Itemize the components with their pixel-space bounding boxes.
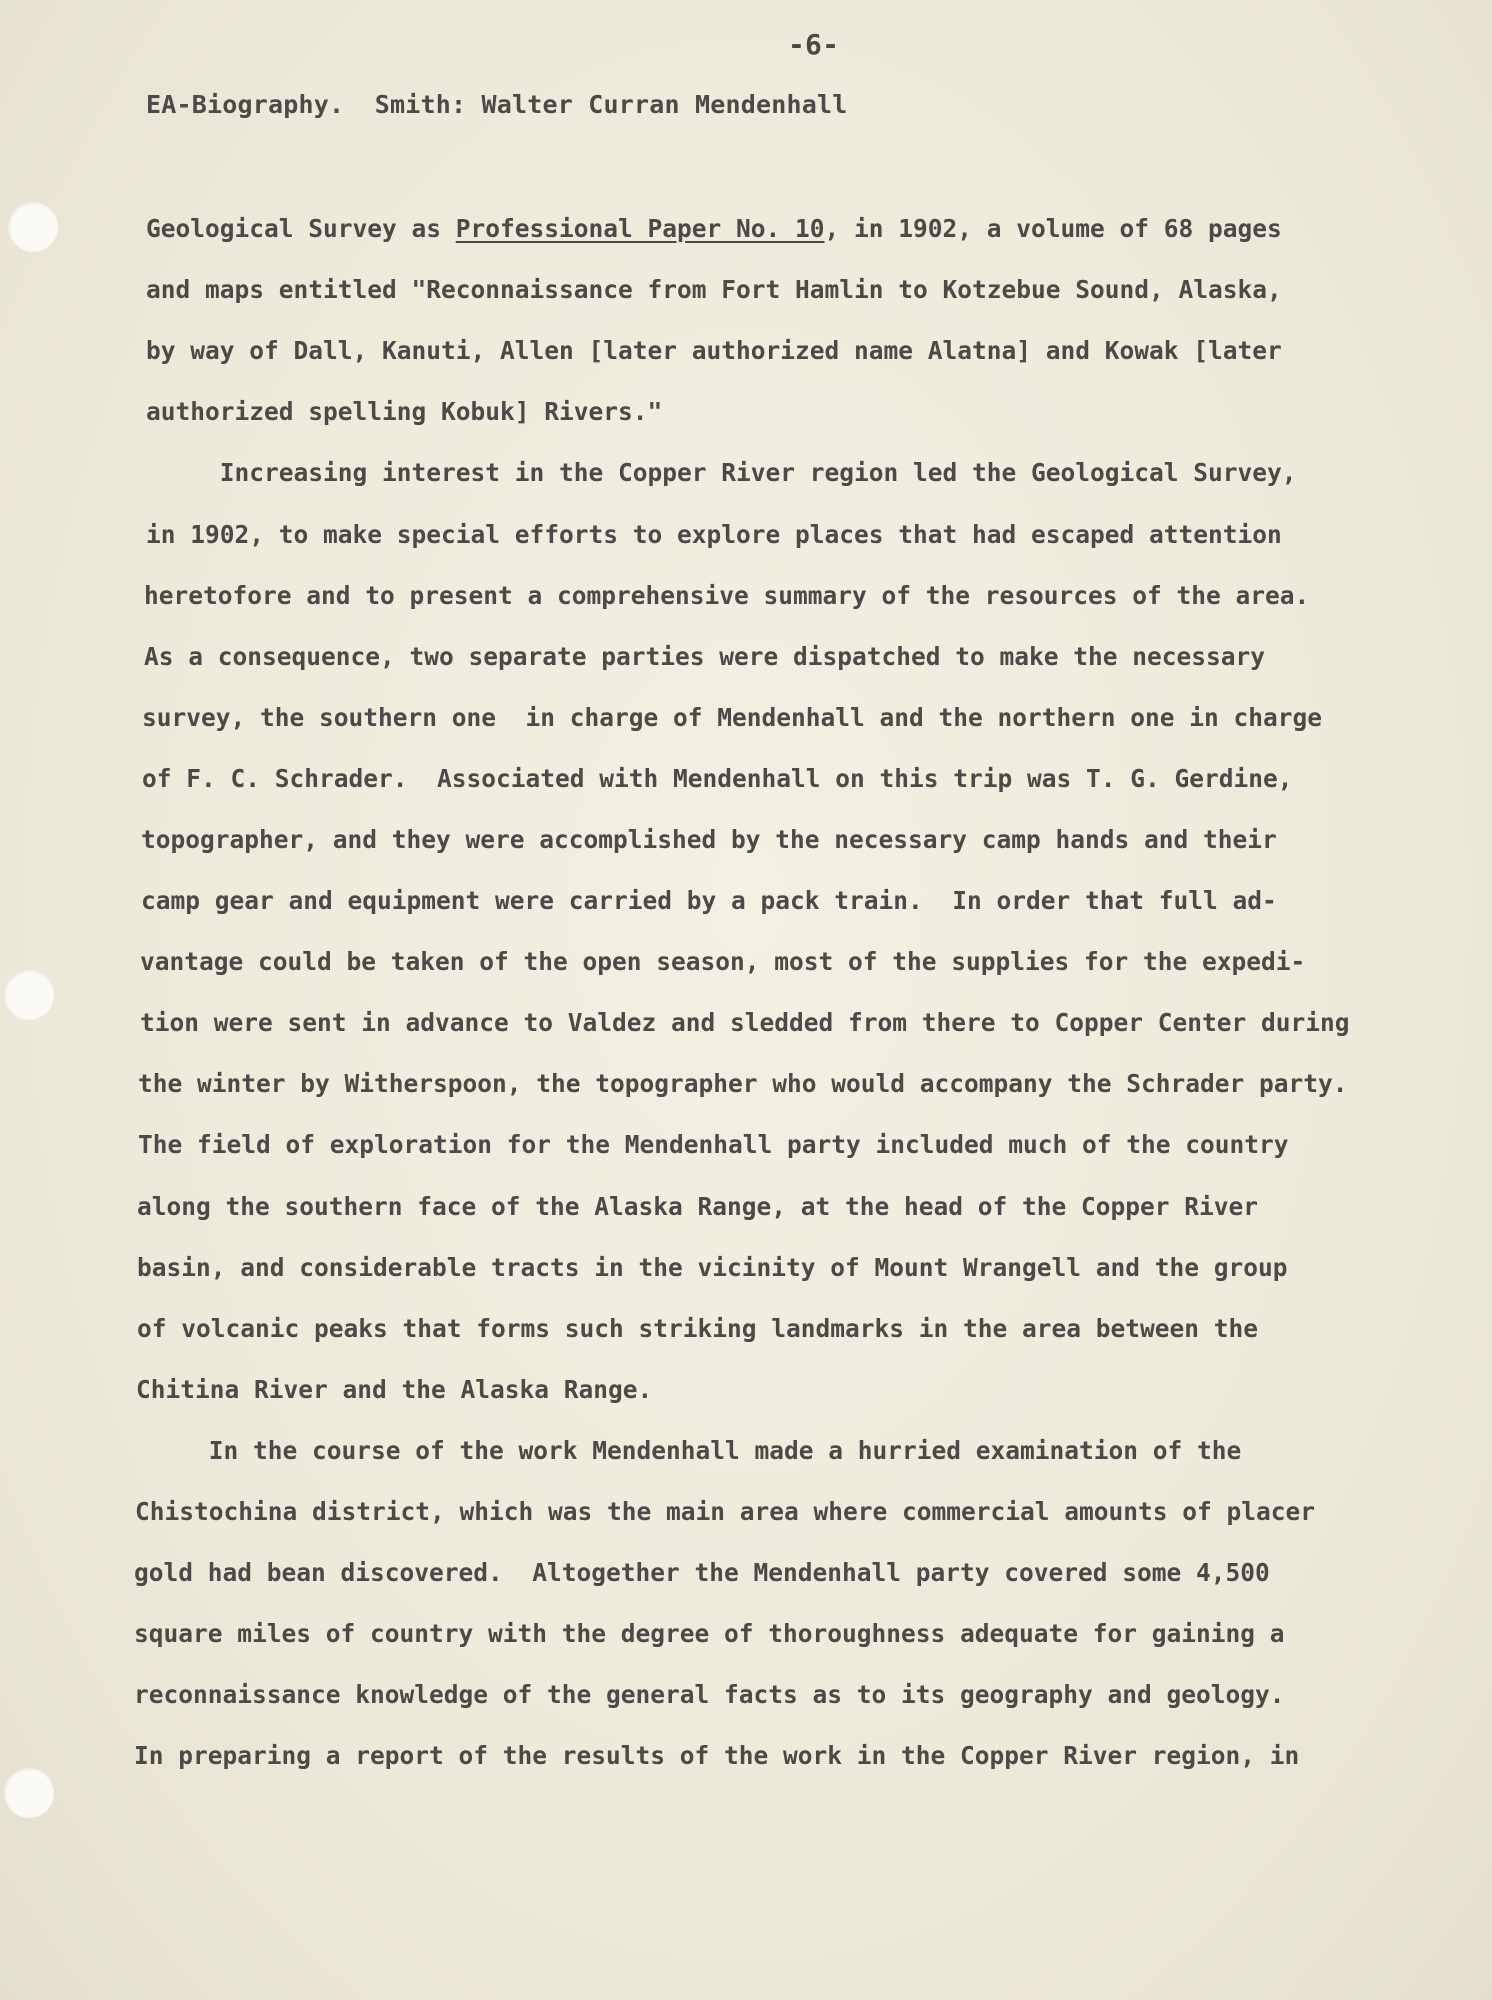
- text-line: As a consequence, two separate parties were dispatched to make the necessary: [144, 642, 1266, 671]
- text-line: square miles of country with the degree of thoroughness adequate for gaining a: [134, 1619, 1285, 1648]
- text-line: Geological Survey as Professional Paper No. 10, in 1902, a volume of 68 pages: [146, 214, 1282, 243]
- text-line: gold had bean discovered. Altogether the Mendenhall party covered some 4,500: [134, 1558, 1270, 1587]
- text-line: of F. C. Schrader. Associated with Mendenhall on this trip was T. G. Gerdine,: [142, 764, 1293, 793]
- text-line: authorized spelling Kobuk] Rivers.": [146, 397, 663, 426]
- text-line: reconnaissance knowledge of the general facts as to its geography and geology.: [134, 1680, 1285, 1709]
- text-line: camp gear and equipment were carried by a pack train. In order that full ad-: [141, 886, 1277, 915]
- text-line: survey, the southern one in charge of Mendenhall and the northern one in charge: [142, 703, 1323, 732]
- underlined-title: Professional Paper No. 10: [455, 214, 825, 243]
- text-line: Chistochina district, which was the main area where commercial amounts of placer: [135, 1497, 1316, 1526]
- text-line: basin, and considerable tracts in the vicinity of Mount Wrangell and the group: [137, 1253, 1288, 1282]
- text-line: Chitina River and the Alaska Range.: [136, 1375, 653, 1404]
- text-line: the winter by Witherspoon, the topographer who would accompany the Schrader party.: [138, 1069, 1348, 1098]
- text-line: In preparing a report of the results of the work in the Copper River region, in: [134, 1741, 1300, 1770]
- text-line: heretofore and to present a comprehensive summary of the resources of the area.: [144, 581, 1310, 610]
- text-line: topographer, and they were accomplished by the necessary camp hands and their: [141, 825, 1277, 854]
- page-number: -6-: [788, 28, 840, 61]
- text-line: by way of Dall, Kanuti, Allen [later authorized name Alatna] and Kowak [later: [146, 336, 1282, 365]
- text-line: along the southern face of the Alaska Range, at the head of the Copper River: [137, 1192, 1259, 1221]
- text-line: in 1902, to make special efforts to explore places that had escaped attention: [146, 520, 1282, 549]
- text-line: vantage could be taken of the open season, most of the supplies for the expedi-: [140, 947, 1306, 976]
- text-line: The field of exploration for the Mendenhall party included much of the country: [138, 1130, 1289, 1159]
- text-line: In the course of the work Mendenhall made a hurried examination of the: [135, 1436, 1242, 1465]
- text-line: and maps entitled "Reconnaissance from Fort Hamlin to Kotzebue Sound, Alaska,: [146, 275, 1282, 304]
- document-header: EA-Biography. Smith: Walter Curran Mendenhall: [146, 90, 848, 119]
- text-line: of volcanic peaks that forms such striking landmarks in the area between the: [137, 1314, 1259, 1343]
- text-line: tion were sent in advance to Valdez and sledded from there to Copper Center during: [140, 1008, 1350, 1037]
- text-line: Increasing interest in the Copper River region led the Geological Survey,: [146, 458, 1297, 487]
